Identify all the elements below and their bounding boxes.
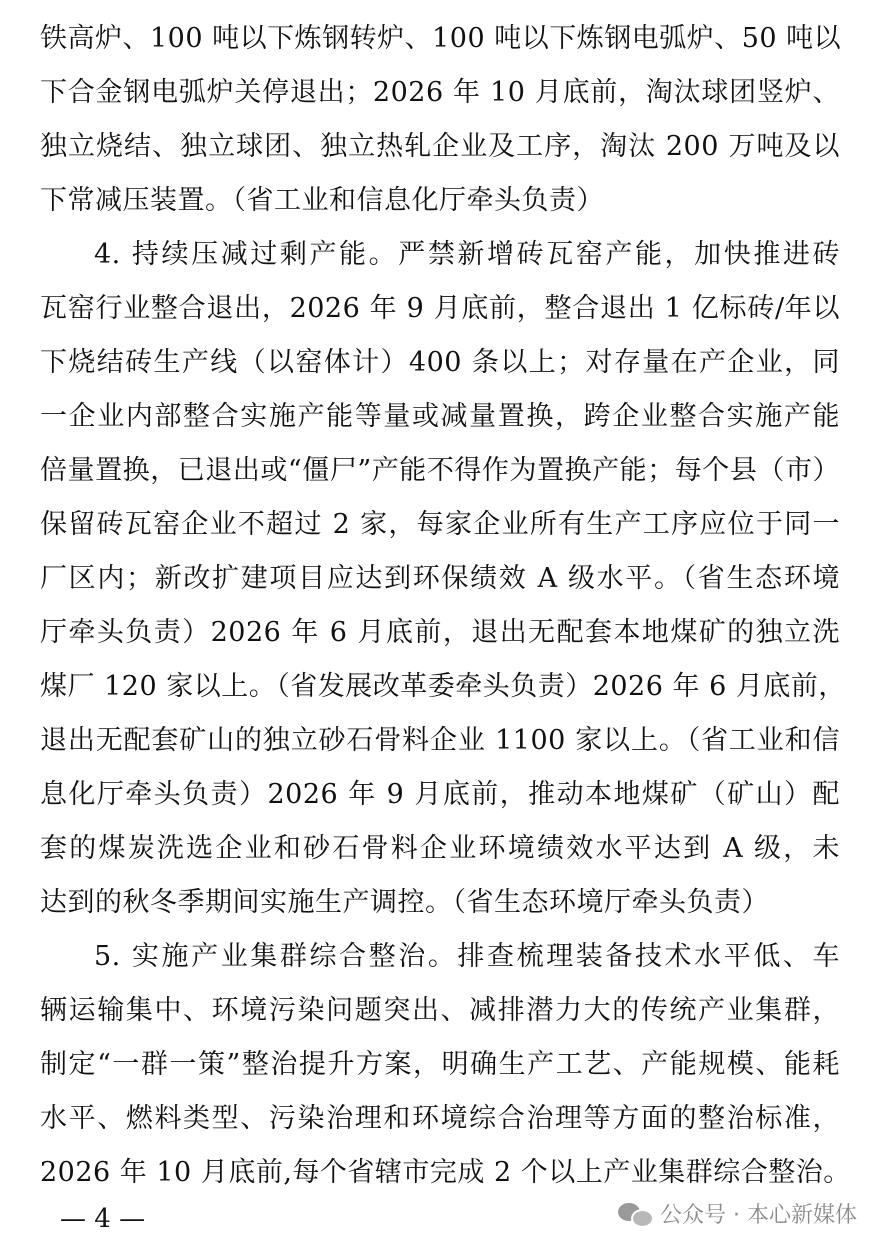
text-line: 下常减压装置。（省工业和信息化厅牵头负责） — [40, 185, 604, 216]
text-line: 2026 年 10 月底前,每个省辖市完成 2 个以上产业集群综合整治。 — [40, 1157, 851, 1188]
text-line: 下烧结砖生产线（以窑体计）400 条以上；对存量在产企业，同 — [40, 347, 840, 378]
text-line: 下合金钢电弧炉关停退出；2026 年 10 月底前，淘汰球团竖炉、 — [40, 77, 840, 108]
wechat-icon — [618, 1201, 652, 1227]
page-number: — 4 — — [60, 1204, 146, 1234]
watermark — [618, 1198, 857, 1229]
text-line: 煤厂 120 家以上。（省发展改革委牵头负责）2026 年 6 月底前， — [40, 671, 846, 702]
text-line: 达到的秋冬季期间实施生产调控。（省生态环境厅牵头负责） — [40, 887, 769, 918]
paragraph-4-heading-line: 4. 持续压减过剩产能。严禁新增砖瓦窑产能，加快推进砖 — [94, 239, 840, 270]
text-line: 独立烧结、独立球团、独立热轧企业及工序，淘汰 200 万吨及以 — [40, 131, 840, 162]
paragraph-5-heading-line: 5. 实施产业集群综合整治。排查梳理装备技术水平低、车 — [94, 941, 840, 972]
text-line: 退出无配套矿山的独立砂石骨料企业 1100 家以上。（省工业和信 — [40, 725, 840, 756]
text-line: 瓦窑行业整合退出，2026 年 9 月底前，整合退出 1 亿标砖/年以 — [40, 293, 840, 324]
text-line: 保留砖瓦窑企业不超过 2 家，每家企业所有生产工序应位于同一 — [40, 509, 840, 540]
text-line: 水平、燃料类型、污染治理和环境综合治理等方面的整治标准， — [40, 1103, 840, 1134]
text-line: 息化厅牵头负责）2026 年 9 月底前，推动本地煤矿（矿山）配 — [40, 779, 840, 810]
text-line: 一企业内部整合实施产能等量或减量置换，跨企业整合实施产能 — [40, 401, 840, 432]
text-line: 倍量置换，已退出或“僵尸”产能不得作为置换产能；每个县（市） — [40, 455, 840, 486]
watermark-text: 公众号 · 本心新媒体 — [660, 1203, 857, 1228]
text-line: 套的煤炭洗选企业和砂石骨料企业环境绩效水平达到 A 级，未 — [40, 833, 840, 864]
text-line: 辆运输集中、环境污染问题突出、减排潜力大的传统产业集群， — [40, 995, 840, 1026]
document-body — [40, 12, 851, 1200]
text-line: 厅牵头负责）2026 年 6 月底前，退出无配套本地煤矿的独立洗 — [40, 617, 840, 648]
text-line: 铁高炉、100 吨以下炼钢转炉、100 吨以下炼钢电弧炉、50 吨以 — [40, 23, 842, 54]
text-line: 厂区内；新改扩建项目应达到环保绩效 A 级水平。（省生态环境 — [40, 563, 840, 594]
text-line: 制定“一群一策”整治提升方案，明确生产工艺、产能规模、能耗 — [40, 1049, 840, 1080]
